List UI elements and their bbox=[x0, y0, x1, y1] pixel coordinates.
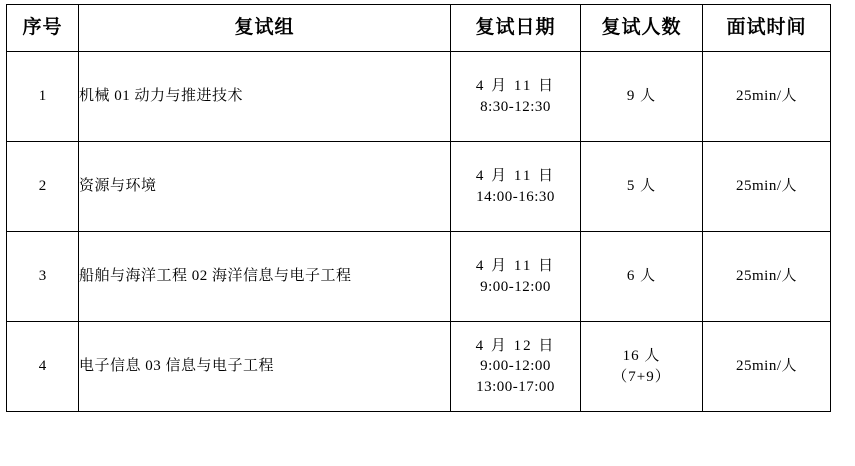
cell-count-line-1: 5 人 bbox=[626, 178, 657, 195]
cell-date bbox=[451, 52, 581, 142]
cell-count bbox=[581, 232, 703, 322]
cell-date-line-1: 4 月 11 日 bbox=[475, 168, 556, 185]
cell-date bbox=[451, 142, 581, 232]
cell-count-line-1: 16 人 bbox=[622, 348, 661, 365]
column-header-date: 复试日期 bbox=[451, 5, 581, 52]
cell-count bbox=[581, 142, 703, 232]
cell-date bbox=[451, 232, 581, 322]
column-header-time: 面试时间 bbox=[703, 5, 831, 52]
cell-index: 3 bbox=[7, 232, 79, 322]
table-header bbox=[7, 5, 831, 52]
cell-date-line-1: 4 月 11 日 bbox=[475, 258, 556, 275]
cell-date-line-2: 9:00-12:00 bbox=[480, 278, 551, 295]
cell-count bbox=[581, 322, 703, 412]
retest-schedule-table bbox=[6, 4, 831, 412]
cell-date-line-1: 4 月 12 日 bbox=[475, 338, 556, 355]
cell-index: 4 bbox=[7, 322, 79, 412]
table-header-row bbox=[7, 5, 831, 52]
cell-date-line-2: 8:30-12:30 bbox=[480, 98, 551, 115]
column-header-index: 序号 bbox=[7, 5, 79, 52]
column-header-group: 复试组 bbox=[79, 5, 451, 52]
cell-group: 电子信息 03 信息与电子工程 bbox=[79, 322, 451, 412]
table-row bbox=[7, 232, 831, 322]
cell-index: 2 bbox=[7, 142, 79, 232]
cell-index: 1 bbox=[7, 52, 79, 142]
table-row bbox=[7, 322, 831, 412]
cell-date-line-2: 9:00-12:00 bbox=[480, 358, 551, 375]
cell-date-line-1: 4 月 11 日 bbox=[475, 78, 556, 95]
cell-interview-time: 25min/人 bbox=[703, 142, 831, 232]
cell-count-line-1: 9 人 bbox=[626, 88, 657, 105]
cell-interview-time: 25min/人 bbox=[703, 52, 831, 142]
cell-group: 资源与环境 bbox=[79, 142, 451, 232]
cell-interview-time: 25min/人 bbox=[703, 232, 831, 322]
table-row bbox=[7, 52, 831, 142]
cell-group: 机械 01 动力与推进技术 bbox=[79, 52, 451, 142]
table-row bbox=[7, 142, 831, 232]
cell-date bbox=[451, 322, 581, 412]
cell-date-line-2: 14:00-16:30 bbox=[476, 188, 555, 205]
cell-interview-time: 25min/人 bbox=[703, 322, 831, 412]
cell-date-line-3: 13:00-17:00 bbox=[476, 378, 555, 395]
cell-group: 船舶与海洋工程 02 海洋信息与电子工程 bbox=[79, 232, 451, 322]
document-page bbox=[0, 4, 855, 466]
table-body bbox=[7, 52, 831, 412]
cell-count bbox=[581, 52, 703, 142]
cell-count-line-2: （7+9） bbox=[612, 368, 671, 385]
cell-count-line-1: 6 人 bbox=[626, 268, 657, 285]
column-header-count: 复试人数 bbox=[581, 5, 703, 52]
